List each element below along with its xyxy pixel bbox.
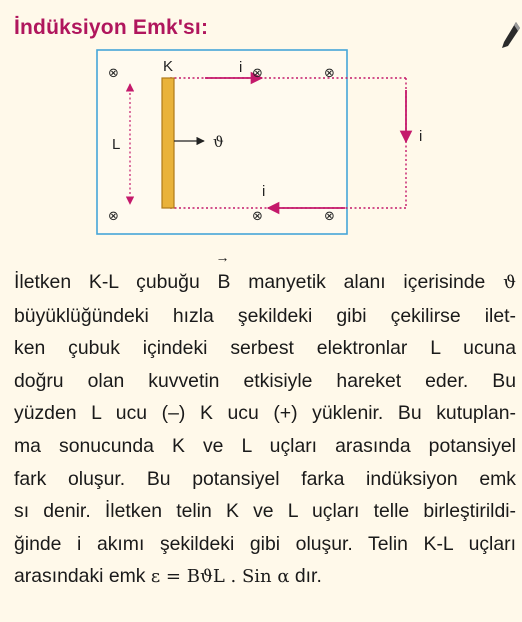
field-into-page-icon: ⊗	[252, 66, 263, 81]
emf-formula: ε = BϑL . Sin α	[150, 566, 290, 588]
field-into-page-icon: ⊗	[252, 209, 263, 224]
conducting-rod	[162, 78, 174, 208]
label-k: K	[163, 58, 174, 75]
paragraph-line: ma sonucunda K ve L uçları arasında potansiyel	[14, 434, 516, 457]
section-title: İndüksiyon Emk'sı:	[14, 16, 209, 39]
paragraph-line: doğru olan kuvvetin etkisiyle hareket eder. Bu	[14, 369, 516, 392]
label-i-bottom: i	[262, 183, 266, 200]
paragraph-line: sı denir. İletken telin K ve L uçları telle birleştirildi-	[14, 500, 516, 523]
explanation-paragraph	[14, 249, 517, 594]
label-i-top: i	[239, 59, 243, 76]
label-velocity: ϑ	[213, 133, 224, 151]
paragraph-line: fark oluşur. Bu potansiyel farka indüksiyon emk	[14, 467, 516, 490]
field-into-page-icon: ⊗	[108, 66, 119, 81]
paragraph-line: büyüklüğündeki hızla şekildeki gibi çekilirse ilet-	[14, 304, 516, 327]
field-into-page-icon: ⊗	[324, 66, 335, 81]
induction-diagram	[0, 0, 522, 250]
label-l: L	[112, 136, 121, 153]
label-i-right: i	[419, 128, 423, 145]
paragraph-line: ken çubuk içindeki serbest elektronlar L ucuna	[14, 337, 516, 360]
magnetic-field-vector: → B	[215, 249, 231, 293]
paragraph-line: İletken K-L çubuğu → B manyetik alanı içerisinde ϑ	[14, 266, 516, 300]
paragraph-line: yüzden L ucu (–) K ucu (+) yüklenir. Bu kutuplan-	[14, 402, 516, 425]
field-into-page-icon: ⊗	[108, 209, 119, 224]
field-into-page-icon: ⊗	[324, 209, 335, 224]
paragraph-line: arasındaki emk ε = BϑL . Sin α dır.	[14, 565, 322, 588]
paragraph-line: ğinde i akımı şekildeki gibi oluşur. Telin K-L uçları	[14, 532, 516, 555]
